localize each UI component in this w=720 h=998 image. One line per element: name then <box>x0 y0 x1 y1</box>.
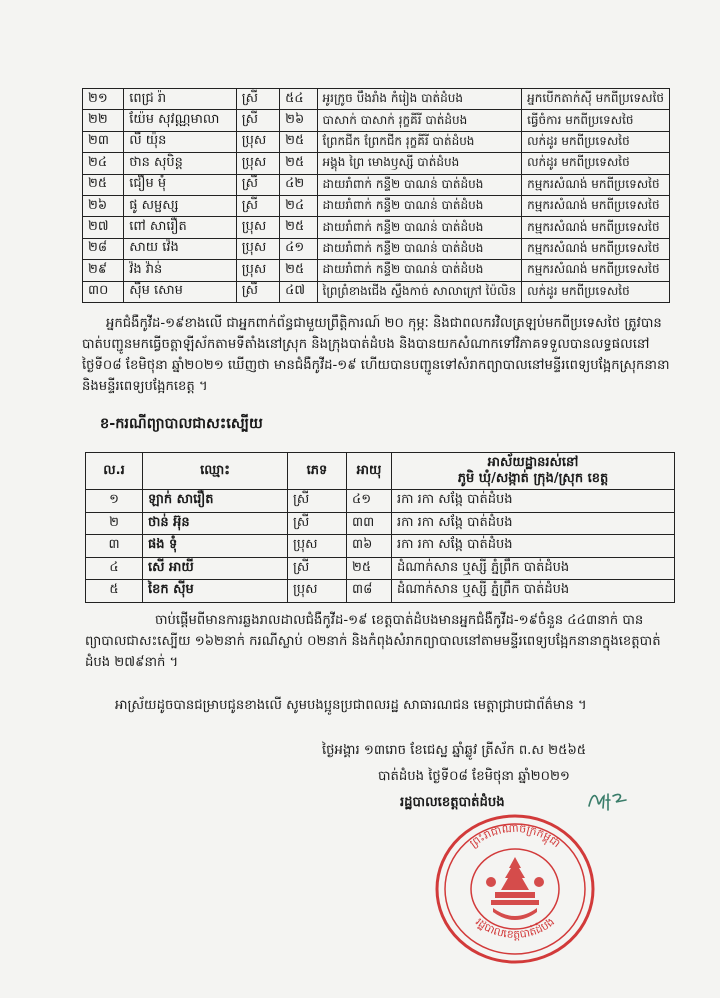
cell-name: ពេជ្រ រ៉ា <box>124 89 236 110</box>
cell-no: ៤ <box>86 557 143 580</box>
cell-no: ២៩ <box>83 260 124 281</box>
cell-name: ស៊ឹម សោម <box>124 281 236 302</box>
header-name: ឈ្មោះ <box>143 453 288 490</box>
cell-sex: ប្រុស <box>288 535 347 558</box>
cell-age: ៣៦ <box>347 535 392 558</box>
closing-paragraph: អាស្រ័យដូចបានជម្រាបជូនខាងលើ សូមបងប្អូនប្រជាពលរដ្ឋ សាធារណជន មេត្តាជ្រាបជាព័ត៌មាន ។ <box>115 698 587 713</box>
cell-sex: ស្រី <box>236 89 279 110</box>
cell-sex: ប្រុស <box>236 260 279 281</box>
lunar-date: ថ្ងៃអង្គារ ១៣រោច ខែជេស្ឋ ឆ្នាំឆ្លូវ ត្រីស័ក ព.ស ២៥៦៥ <box>322 743 587 758</box>
table-row <box>83 110 670 131</box>
table-row <box>83 217 670 238</box>
cell-name: សាយ វ៉េង <box>124 238 236 259</box>
cell-name: ពៅ សារឿត <box>124 217 236 238</box>
table-row <box>83 195 670 216</box>
cell-sex: ប្រុស <box>288 580 347 603</box>
cell-note: ធ្វើចំការ មកពីប្រទេសថៃ <box>522 110 670 131</box>
cell-no: ២២ <box>83 110 124 131</box>
table-row <box>86 512 675 535</box>
cell-age: ៤៧ <box>280 281 317 302</box>
cell-name: វ៉ង វ៉ាន់ <box>124 260 236 281</box>
cell-address: ដំណាក់សាន ឬស្សី ភ្នំព្រឹក បាត់ដំបង <box>392 557 675 580</box>
cell-note: កម្មករសំណង់ មកពីប្រទេសថៃ <box>522 260 670 281</box>
cell-sex: ស្រី <box>288 557 347 580</box>
table-row <box>83 153 670 174</box>
table-row <box>83 281 670 302</box>
header-age: អាយុ <box>347 453 392 490</box>
seal-emblem <box>486 857 544 920</box>
table-row <box>86 535 675 558</box>
cell-address: ព្រែកជីក ព្រែកជីក រុក្ខគីរី បាត់ដំបង <box>317 131 522 152</box>
cell-note: កម្មករសំណង់ មកពីប្រទេសថៃ <box>522 195 670 216</box>
cell-age: ៤១ <box>280 238 317 259</box>
cell-note: កម្មករសំណង់ មកពីប្រទេសថៃ <box>522 217 670 238</box>
cell-age: ៤២ <box>280 174 317 195</box>
cell-sex: ស្រី <box>288 490 347 513</box>
cell-age: ៣៨ <box>347 580 392 603</box>
cell-sex: ប្រុស <box>236 217 279 238</box>
cell-name: ថាន់ អ៊ុន <box>143 512 288 535</box>
cell-no: ២៦ <box>83 195 124 216</box>
cell-address: ដាយរាំពាក់ កន្ទឺ២ បាណន់ បាត់ដំបង <box>317 238 522 259</box>
solar-date: បាត់ដំបង ថ្ងៃទី០៨ ខែមិថុនា ឆ្នាំ២០២១ <box>378 769 570 784</box>
cell-address: រកា រកា សង្កែ បាត់ដំបង <box>392 512 675 535</box>
cell-age: ៥៤ <box>280 89 317 110</box>
table-row <box>86 557 675 580</box>
cell-address: បាសាក់ បាសាក់ រុក្ខគីរី បាត់ដំបង <box>317 110 522 131</box>
cell-note: អ្នកបើកតាក់ស៊ី មកពីប្រទេសថៃ <box>522 89 670 110</box>
cell-address: ដាយរាំពាក់ កន្ទឺ២ បាណន់ បាត់ដំបង <box>317 195 522 216</box>
cell-address: ដាយរាំពាក់ កន្ទឺ២ បាណន់ បាត់ដំបង <box>317 260 522 281</box>
cell-no: ៣ <box>86 535 143 558</box>
cell-no: ២ <box>86 512 143 535</box>
cell-no: ២៧ <box>83 217 124 238</box>
recovered-cases-table <box>85 452 675 603</box>
cell-no: ៣០ <box>83 281 124 302</box>
recovered-table-header-row <box>86 453 675 490</box>
header-address <box>392 453 675 490</box>
cell-name: យ៉ែម សុវណ្ណមាលា <box>124 110 236 131</box>
cell-sex: ប្រុស <box>236 238 279 259</box>
cell-age: ២៥ <box>280 260 317 281</box>
cell-sex: ស្រី <box>236 174 279 195</box>
cell-address: រកា រកា សង្កែ បាត់ដំបង <box>392 490 675 513</box>
seal-text-top: ព្រះរាជាណាចក្រកម្ពុជា <box>467 821 563 851</box>
recovered-section-heading: ខ-ករណីព្យាបាលជាសះស្បើយ <box>100 416 263 432</box>
cell-age: ៤១ <box>347 490 392 513</box>
cell-age: ២៥ <box>280 153 317 174</box>
table-row <box>83 131 670 152</box>
cell-no: ២៨ <box>83 238 124 259</box>
cell-no: ២១ <box>83 89 124 110</box>
positive-cases-table <box>82 88 670 303</box>
cell-note: លក់ដូរ មកពីប្រទេសថៃ <box>522 131 670 152</box>
cell-note: កម្មករសំណង់ មកពីប្រទេសថៃ <box>522 174 670 195</box>
cell-name: ឡាក់ សារឿត <box>143 490 288 513</box>
cell-note: លក់ដូរ មកពីប្រទេសថៃ <box>522 281 670 302</box>
svg-text:ព្រះរាជាណាចក្រកម្ពុជា <box>467 822 563 851</box>
cell-name: ផង ទុំ <box>143 535 288 558</box>
recovered-cases-table-body <box>86 490 675 603</box>
cases-description-paragraph: អ្នកជំងឺកូវីដ-១៩ខាងលើ ជាអ្នកពាក់ព័ន្ធជាមួយព្រឹត្តិការណ៍ ២០ កុម្ភៈ និងជាពលករវិលត្រឡប់មកពីប្រទេសថៃ ត្រូវបានបាត់បញ្ជូនមកធ្វើចត្តាឡីស័កតាមទីតាំងនៅស្រុក និងក្រុងបាត់ដំបង និងបានយកសំណាកទៅវិភាគទទួលបានលទ្ធផលនៅថ្ងៃទី០៨ ខែមិថុនា ឆ្នាំ២០២១ ឃើញថា មានជំងឺកូវីដ-១៩ ហើយបានបញ្ជូនទៅសំរាកព្យាបាលនៅមន្ទីរពេទ្យបង្អែកស្រុកនានា និងមន្ទីរពេទ្យបង្អែកខេត្ត ។ <box>82 316 670 394</box>
cell-address: ដាយរាំពាក់ កន្ទឺ២ បាណន់ បាត់ដំបង <box>317 174 522 195</box>
summary-paragraph: ចាប់ផ្តើមពីមានការឆ្លងរាលដាលជំងឺកូវីដ-១៩ ខេត្តបាត់ដំបងមានអ្នកជំងឺកូវីដ-១៩ចំនួន ៤៤៣នាក់ បានព្យាបាលជាសះស្បើយ ១៦២នាក់ ករណីស្លាប់ ០២នាក់ និងកំពុងសំរាកព្យាបាលនៅតាមមន្ទីរពេទ្យបង្អែកនានាក្នុងខេត្តបាត់ដំបង ២៧៩នាក់ ។ <box>85 613 661 670</box>
positive-cases-table-body <box>83 89 670 303</box>
issuing-office: រដ្ឋបាលខេត្តបាត់ដំបង <box>400 795 505 810</box>
table-row <box>86 580 675 603</box>
cell-name: ជឿម មុំ <box>124 174 236 195</box>
header-address-line2: ភូមិ ឃុំ/សង្កាត់ ក្រុង/ស្រុក ខេត្ត <box>457 471 609 486</box>
cell-sex: ស្រី <box>236 281 279 302</box>
cell-address: អូរក្រូច បឹងរាំង កំរៀង បាត់ដំបង <box>317 89 522 110</box>
cell-age: ៣៣ <box>347 512 392 535</box>
cell-no: ៥ <box>86 580 143 603</box>
cell-sex: ប្រុស <box>236 131 279 152</box>
table-row <box>83 238 670 259</box>
cell-sex: ប្រុស <box>236 153 279 174</box>
signature <box>586 786 630 814</box>
cell-name: ផូ សម្ផស្ស <box>124 195 236 216</box>
cell-age: ២៥ <box>347 557 392 580</box>
header-no: ល.រ <box>86 453 143 490</box>
cell-note: កម្មករសំណង់ មកពីប្រទេសថៃ <box>522 238 670 259</box>
cell-age: ២៥ <box>280 131 317 152</box>
seal-text-bottom: រដ្ឋបាលខេត្តបាត់ដំបង <box>472 915 557 942</box>
cell-address: រកា រកា សង្កែ បាត់ដំបង <box>392 535 675 558</box>
cell-name: សើ អាយី <box>143 557 288 580</box>
cell-note: លក់ដូរ មកពីប្រទេសថៃ <box>522 153 670 174</box>
cell-sex: ស្រី <box>236 195 279 216</box>
header-address-line1: អាស័យដ្ឋានរស់នៅ <box>487 455 579 470</box>
cell-no: ១ <box>86 490 143 513</box>
cell-address: ដំណាក់សាន ឬស្សី ភ្នំព្រឹក បាត់ដំបង <box>392 580 675 603</box>
cell-sex: ស្រី <box>288 512 347 535</box>
table-row <box>83 260 670 281</box>
table-row <box>83 174 670 195</box>
cell-address: ព្រៃព្រំខាងជើង ស្ទឹងកាច់ សាលាក្រៅ ប៉ៃលិន <box>317 281 522 302</box>
cell-sex: ស្រី <box>236 110 279 131</box>
cell-address: ដាយរាំពាក់ កន្ទឺ២ បាណន់ បាត់ដំបង <box>317 217 522 238</box>
table-row <box>83 89 670 110</box>
official-seal <box>433 812 597 966</box>
cell-age: ២៤ <box>280 195 317 216</box>
cell-age: ២៥ <box>280 217 317 238</box>
cell-name: លី យ៉ុន <box>124 131 236 152</box>
cell-address: អង្គុង ព្រៃ មោងឫស្សី បាត់ដំបង <box>317 153 522 174</box>
table-row <box>86 490 675 513</box>
cell-name: ថាន សុបិន្ត <box>124 153 236 174</box>
cell-no: ២៥ <box>83 174 124 195</box>
cell-no: ២៤ <box>83 153 124 174</box>
cell-no: ២៣ <box>83 131 124 152</box>
cell-age: ២៦ <box>280 110 317 131</box>
header-sex: ភេទ <box>288 453 347 490</box>
cell-name: ខៃក ស៊ីម <box>143 580 288 603</box>
